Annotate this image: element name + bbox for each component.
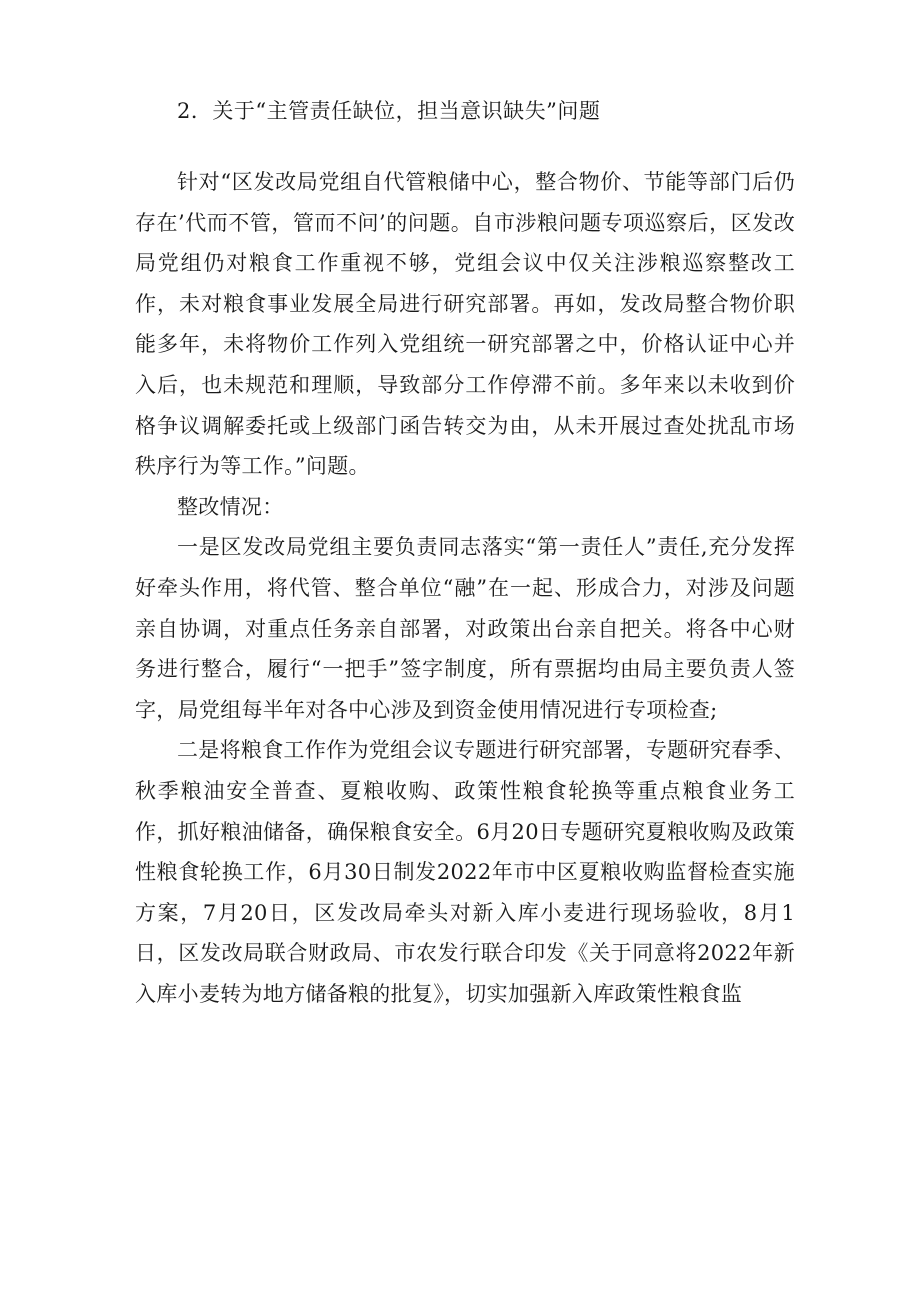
paragraph-measure-one: 一是区发改局党组主要负责同志落实“第一责任人”责任,充分发挥好牵头作用，将代管、整合单位“融”在一起、形成合力，对涉及问题亲自协调，对重点任务亲自部署，对政策出台亲自把关。将各中心财务进行整合，履行“一把手”签字制度，所有票据均由局主要负责人签字，局党组每半年对各中心涉及到资金使用情况进行专项检查; <box>135 535 795 722</box>
paragraph-issue-description: 针对“区发改局党组自代管粮储中心，整合物价、节能等部门后仍存在’代而不管，管而不问’的问题。自市涉粮问题专项巡察后，区发改局党组仍对粮食工作重视不够，党组会议中仅关注涉粮巡察整改工作，未对粮食事业发展全局进行研究部署。再如，发改局整合物价职能多年，未将物价工作列入党组统一研究部署之中，价格认证中心并入后，也未规范和理顺，导致部分工作停滞不前。多年来以未收到价格争议调解委托或上级部门函告转交为由，从未开展过查处扰乱市场秩序行为等工作。”问题。 <box>135 170 795 479</box>
paragraph-measure-two: 二是将粮食工作作为党组会议专题进行研究部署，专题研究春季、秋季粮油安全普查、夏粮收购、政策性粮食轮换等重点粮食业务工作，抓好粮油储备，确保粮食安全。6月20日专题研究夏粮收购及政策性粮食轮换工作，6月30日制发2022年市中区夏粮收购监督检查实施方案，7月20日，区发改局牵头对新入库小麦进行现场验收，8月1日，区发改局联合财政局、市农发行联合印发《关于同意将2022年新入库小麦转为地方储备粮的批复》，切实加强新入库政策性粮食监 <box>135 738 795 1006</box>
body-text <box>135 162 795 1014</box>
paragraph-rectification-label: 整改情况： <box>177 494 284 519</box>
section-heading: 2．关于“主管责任缺位，担当意识缺失”问题 <box>177 99 601 123</box>
